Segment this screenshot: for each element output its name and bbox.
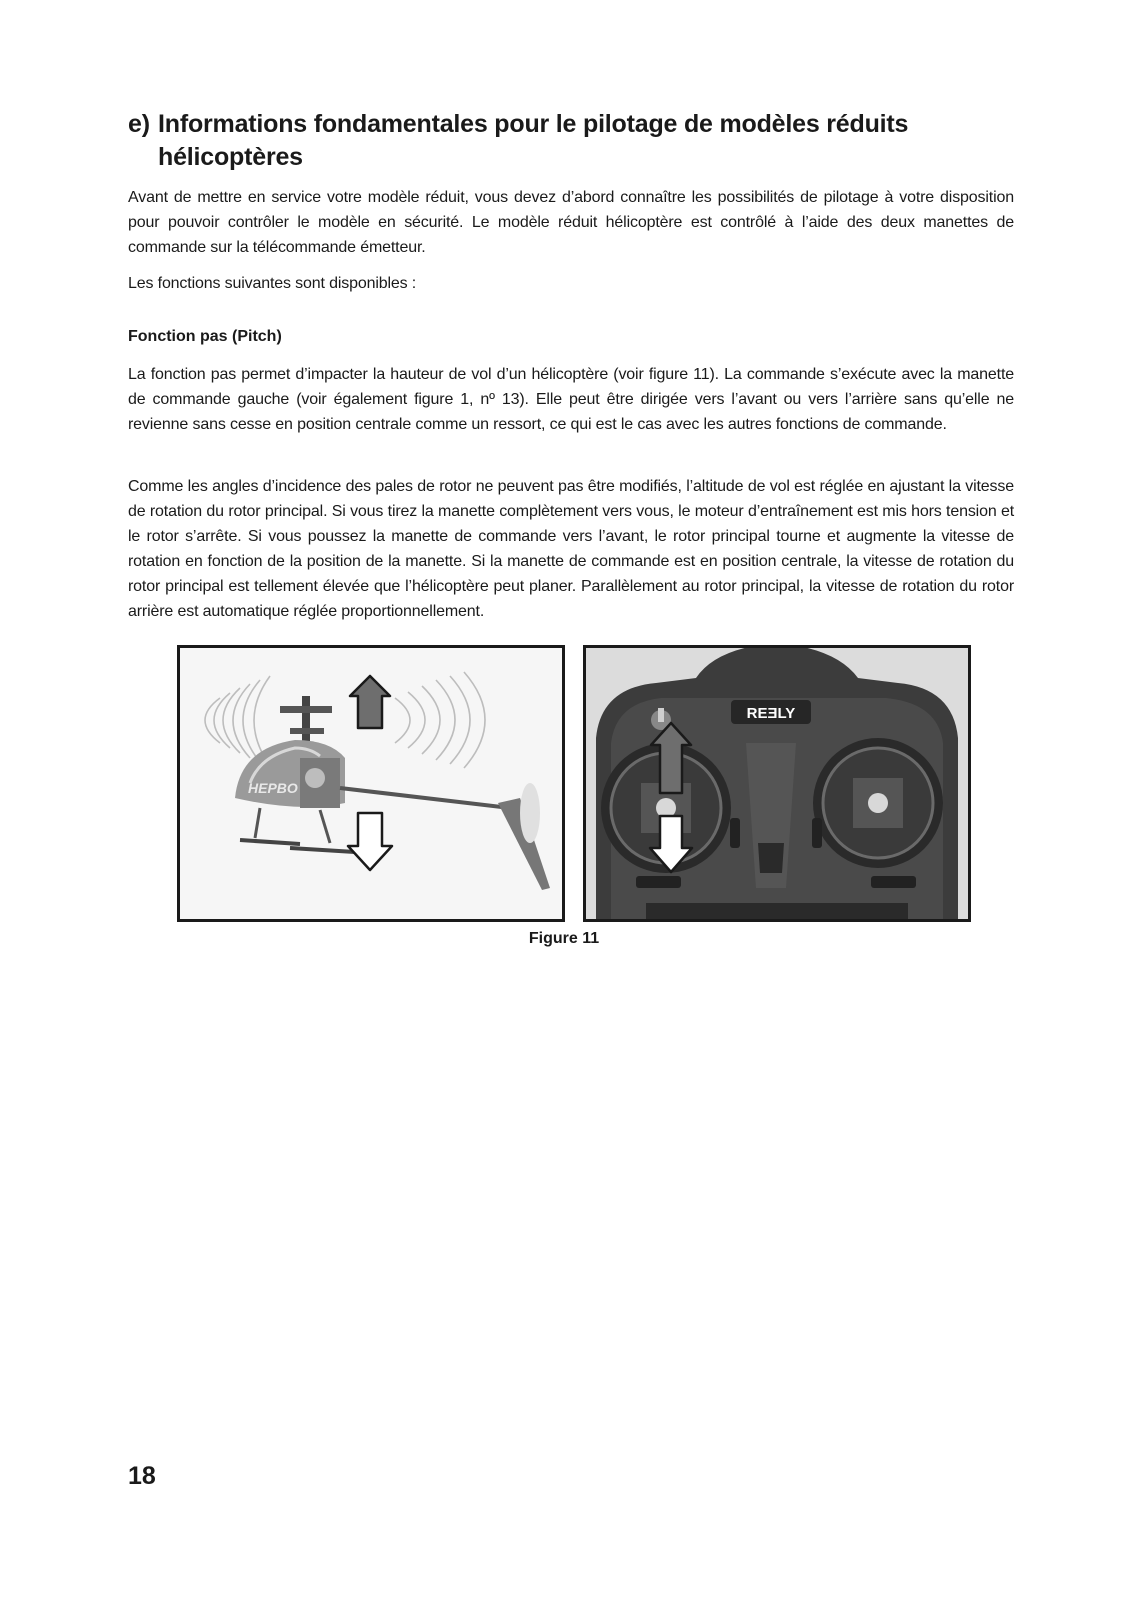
section-label: e) <box>128 110 150 138</box>
figure-transmitter-image <box>583 645 971 922</box>
section-heading <box>128 108 1008 174</box>
pitch-paragraph-1: La fonction pas permet d’impacter la hauteur de vol d’un hélicoptère (voir figure 11). La commande s’exécute avec la manette de commande gauche (voir également figure 1, nº 13). Elle peut être dirigée vers l’avant ou vers l’arrière sans qu’elle ne revienne sans cesse en position centrale comme un ressort, ce qui est le cas avec les autres fonctions de commande. <box>128 366 1014 433</box>
pitch-paragraph-2: Comme les angles d’incidence des pales de rotor ne peuvent pas être modifiés, l’altitude de vol est réglée en ajustant la vitesse de rotation du rotor principal. Si vous tirez la manette complètement vers vous, le moteur d’entraînement est mis hors tension et le rotor s’arrête. Si vous poussez la manette de commande vers l’avant, le rotor principal tourne et augmente la vitesse de rotation en fonction de la position de la manette. Si la manette de commande est en position centrale, la vitesse de rotation du rotor principal est tellement élevée que l’hélicoptère peut planer. Parallèlement au rotor principal, la vitesse de rotation du rotor arrière est automatique réglée proportionnellement. <box>128 478 1014 620</box>
transmitter-illustration <box>586 648 968 919</box>
figure-caption: Figure 11 <box>528 930 600 947</box>
section-title-line2: hélicoptères <box>158 143 303 171</box>
page-number: 18 <box>128 1462 156 1490</box>
remote-brand-logo: REƎLY <box>746 705 796 722</box>
subheading-pitch: Fonction pas (Pitch) <box>128 328 282 345</box>
figure-helicopter-image <box>177 645 565 922</box>
intro-paragraph: Avant de mettre en service votre modèle réduit, vous devez d’abord connaître les possibilités de pilotage à votre disposition pour pouvoir contrôler le modèle en sécurité. Le modèle réduit hélicoptère est contrôlé à l’aide des deux manettes de commande sur la télécommande émetteur. <box>128 189 1014 256</box>
section-title-line1: Informations fondamentales pour le pilotage de modèles réduits <box>158 110 909 138</box>
helicopter-model-label: HEPBO <box>248 780 298 796</box>
helicopter-illustration <box>180 648 562 919</box>
functions-line: Les fonctions suivantes sont disponibles : <box>128 275 417 292</box>
